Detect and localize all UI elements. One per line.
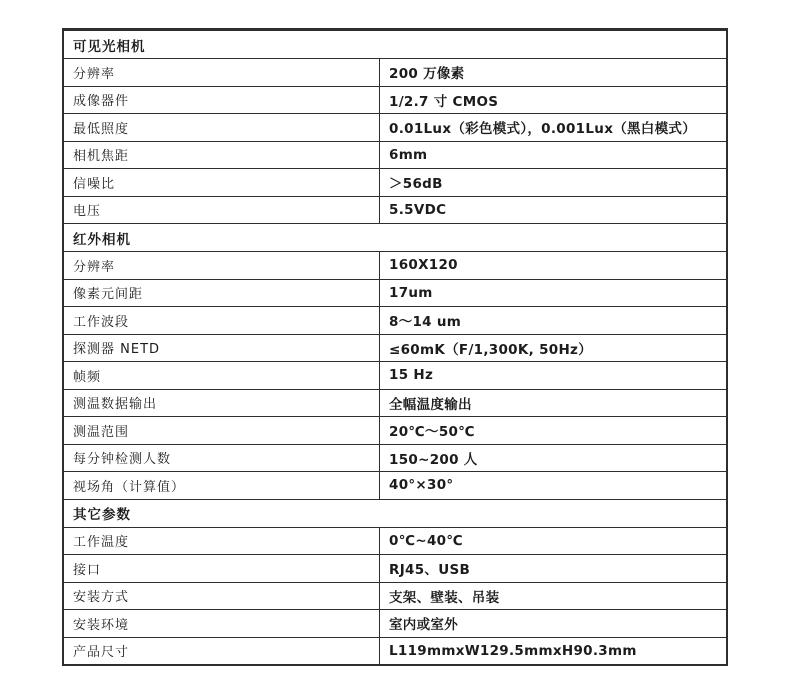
spec-row <box>64 609 726 637</box>
section-title: 可见光相机 <box>73 38 146 55</box>
spec-value: 全幅温度输出 <box>379 390 726 417</box>
spec-value: RJ45、USB <box>379 555 726 582</box>
spec-value: 150~200 人 <box>379 445 726 472</box>
spec-label: 帧频 <box>73 369 102 385</box>
spec-label: 接口 <box>73 562 102 578</box>
spec-label: 工作波段 <box>73 314 130 330</box>
spec-row <box>64 527 726 555</box>
spec-row <box>64 141 726 169</box>
spec-value: 支架、壁装、吊装 <box>379 583 726 610</box>
spec-label: 成像器件 <box>73 94 130 110</box>
spec-value: 5.5VDC <box>379 197 726 224</box>
spec-value: 20℃～50℃ <box>379 417 726 444</box>
spec-label: 信噪比 <box>73 176 116 192</box>
spec-value: L119mmxW129.5mmxH90.3mm <box>379 638 726 665</box>
spec-label: 分辨率 <box>73 259 116 275</box>
spec-label: 最低照度 <box>73 121 130 137</box>
spec-value: ＞56dB <box>379 169 726 196</box>
spec-row <box>64 279 726 307</box>
spec-row <box>64 637 726 665</box>
spec-row <box>64 86 726 114</box>
spec-value: 室内或室外 <box>379 610 726 637</box>
spec-value: 6mm <box>379 142 726 169</box>
spec-label: 安装方式 <box>73 590 130 606</box>
spec-label: 产品尺寸 <box>73 645 130 661</box>
section-title: 红外相机 <box>73 231 131 248</box>
spec-value: 40°×30° <box>379 472 726 499</box>
spec-value: ≤60mK（F/1,300K, 50Hz） <box>379 335 726 362</box>
section-header-visible-camera <box>64 30 726 58</box>
spec-row <box>64 58 726 86</box>
spec-label: 相机焦距 <box>73 149 130 165</box>
spec-row <box>64 251 726 279</box>
spec-label: 探测器 NETD <box>73 342 161 358</box>
spec-label: 测温范围 <box>73 424 130 440</box>
section-header-infrared-camera <box>64 223 726 251</box>
spec-row <box>64 416 726 444</box>
spec-row <box>64 168 726 196</box>
spec-row <box>64 582 726 610</box>
spec-label: 电压 <box>73 204 102 220</box>
spec-row <box>64 361 726 389</box>
section-header-other-params <box>64 499 726 527</box>
spec-label: 视场角（计算值） <box>73 479 186 495</box>
spec-label: 分辨率 <box>73 66 116 82</box>
spec-row <box>64 113 726 141</box>
spec-label: 像素元间距 <box>73 287 144 303</box>
spec-value: 160X120 <box>379 252 726 279</box>
spec-row <box>64 444 726 472</box>
spec-label: 每分钟检测人数 <box>73 452 172 468</box>
spec-value: 1/2.7 寸 CMOS <box>379 87 726 114</box>
spec-label: 工作温度 <box>73 535 130 551</box>
spec-row <box>64 471 726 499</box>
spec-value: 200 万像素 <box>379 59 726 86</box>
spec-table <box>62 28 728 666</box>
spec-value: 0.01Lux（彩色模式），0.001Lux（黑白模式） <box>379 114 726 141</box>
spec-row <box>64 306 726 334</box>
spec-row <box>64 196 726 224</box>
spec-value: 17um <box>379 280 726 307</box>
spec-value: 0℃~40℃ <box>379 528 726 555</box>
spec-row <box>64 389 726 417</box>
spec-row <box>64 334 726 362</box>
spec-row <box>64 554 726 582</box>
spec-label: 测温数据输出 <box>73 397 158 413</box>
spec-value: 15 Hz <box>379 362 726 389</box>
spec-label: 安装环境 <box>73 617 130 633</box>
spec-value: 8～14 um <box>379 307 726 334</box>
section-title: 其它参数 <box>73 507 131 523</box>
